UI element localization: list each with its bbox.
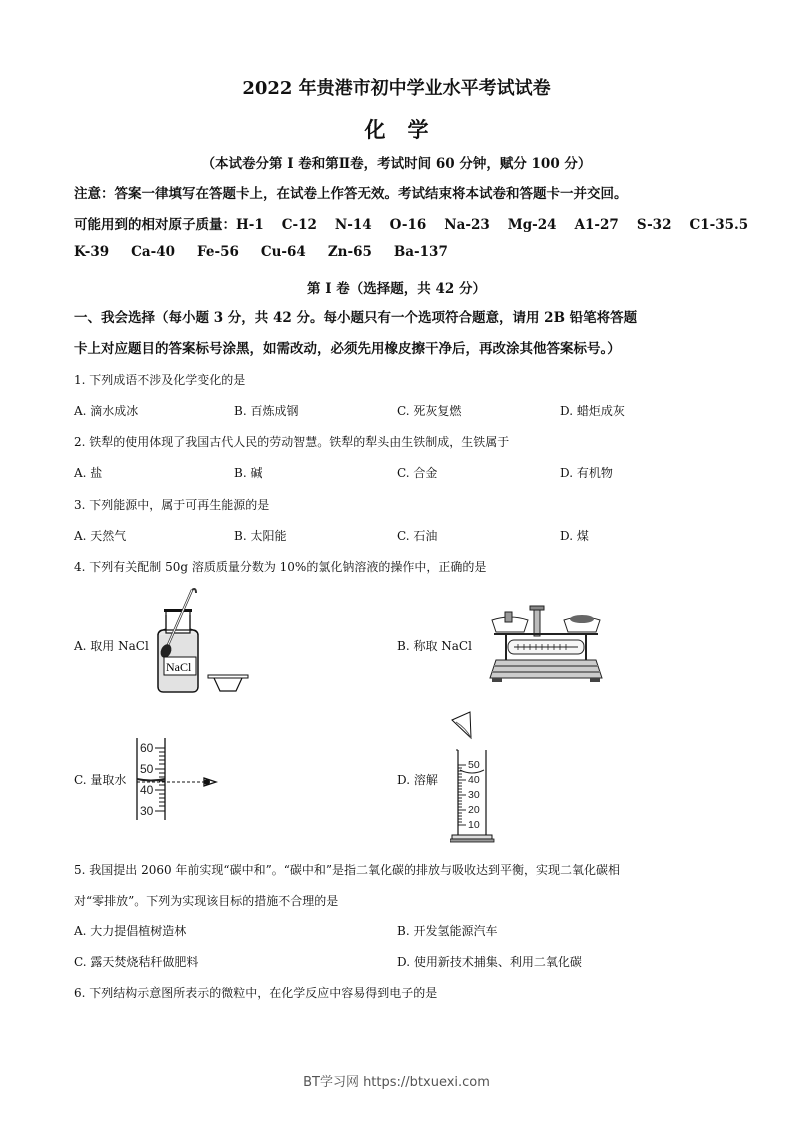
question-1-option-c: C. 死灰复燃 [397, 404, 462, 418]
question-5-option-d: D. 使用新技术捕集、利用二氧化碳 [397, 955, 582, 969]
atomic-mass-label: 可能用到的相对原子质量： [74, 217, 236, 233]
atomic-masses-line2 [74, 244, 470, 260]
atomic-mass: Fe-56 [197, 244, 239, 260]
question-2-option-b: B. 碱 [234, 466, 263, 480]
question-3-stem: 3. 下列能源中，属于可再生能源的是 [74, 498, 270, 512]
question-1-option-d: D. 蜡炬成灰 [560, 404, 625, 418]
atomic-mass: Cu-64 [260, 244, 306, 260]
question-5-option-c: C. 露天焚烧秸秆做肥料 [74, 955, 199, 969]
question-5-option-b: B. 开发氢能源汽车 [397, 924, 498, 938]
svg-text:40: 40 [140, 783, 154, 797]
question-2-option-a: A. 盐 [74, 466, 103, 480]
atomic-mass: H-1 [236, 217, 264, 233]
svg-text:20: 20 [468, 804, 480, 816]
question-2-stem: 2. 铁犁的使用体现了我国古代人民的劳动智慧。铁犁的犁头由生铁制成，生铁属于 [74, 435, 510, 449]
svg-text:50: 50 [468, 759, 480, 771]
balance-scale-figure [488, 600, 604, 686]
atomic-mass: Zn-65 [327, 244, 372, 260]
question-4-stem: 4. 下列有关配制 50g 溶质质量分数为 10%的氯化钠溶液的操作中，正确的是 [74, 560, 487, 574]
notice: 注意：答案一律填写在答题卡上，在试卷上作答无效。考试结束将本试卷和答题卡一并交回。 [74, 186, 628, 202]
section-title: 第 I 卷（选择题，共 42 分） [307, 281, 486, 297]
atomic-mass: A1-27 [574, 217, 619, 233]
atomic-mass: C-12 [281, 217, 317, 233]
graduated-cylinder-reading-figure [132, 736, 222, 822]
section-instructions-line2: 卡上对应题目的答案标号涂黑，如需改动，必须先用橡皮擦干净后，再改涂其他答案标号。） [74, 341, 621, 357]
atomic-masses-line1 [74, 213, 748, 233]
exam-note: （本试卷分第 I 卷和第Ⅱ卷，考试时间 60 分钟，赋分 100 分） [201, 156, 592, 172]
graduated-cylinder-pouring-figure [450, 710, 500, 846]
svg-text:50: 50 [140, 762, 154, 776]
atomic-mass: Na-23 [444, 217, 490, 233]
figure-a-label: A. 取用 NaCl [74, 639, 149, 653]
svg-text:30: 30 [140, 804, 154, 818]
atomic-mass: K-39 [74, 244, 110, 260]
question-1-option-b: B. 百炼成钢 [234, 404, 299, 418]
question-1-stem: 1. 下列成语不涉及化学变化的是 [74, 373, 246, 387]
figure-d-label: D. 溶解 [397, 773, 438, 787]
question-2-option-d: D. 有机物 [560, 466, 613, 480]
question-6-stem: 6. 下列结构示意图所表示的微粒中，在化学反应中容易得到电子的是 [74, 986, 438, 1000]
atomic-mass: Ba-137 [393, 244, 448, 260]
atomic-mass: S-32 [636, 217, 672, 233]
section-instructions-line1: 一、我会选择（每小题 3 分，共 42 分。每小题只有一个选项符合题意，请用 2B 铅笔将答题 [74, 310, 638, 326]
question-1-option-a: A. 滴水成冰 [74, 404, 139, 418]
svg-text:30: 30 [468, 789, 480, 801]
question-3-option-a: A. 天然气 [74, 529, 127, 543]
atomic-mass: Mg-24 [507, 217, 557, 233]
svg-text:40: 40 [468, 774, 480, 786]
question-3-option-b: B. 太阳能 [234, 529, 287, 543]
question-5-option-a: A. 大力提倡植树造林 [74, 924, 187, 938]
atomic-mass: C1-35.5 [689, 217, 749, 233]
figure-b-label: B. 称取 NaCl [397, 639, 472, 653]
exam-title: 2022 年贵港市初中学业水平考试试卷 [242, 78, 551, 99]
svg-text:10: 10 [468, 819, 480, 831]
question-5-stem-line2: 对“零排放”。下列为实现该目标的措施不合理的是 [74, 894, 339, 908]
atomic-mass: N-14 [334, 217, 372, 233]
atomic-mass: Ca-40 [131, 244, 176, 260]
question-3-option-c: C. 石油 [397, 529, 438, 543]
atomic-mass: O-16 [389, 217, 427, 233]
watermark-footer: BT学习网 https://btxuexi.com [303, 1075, 490, 1090]
question-3-option-d: D. 煤 [560, 529, 589, 543]
figure-c-label: C. 量取水 [74, 773, 127, 787]
bottle-label: NaCl [166, 660, 192, 674]
reagent-bottle-figure [148, 585, 258, 695]
svg-text:60: 60 [140, 741, 154, 755]
question-5-stem-line1: 5. 我国提出 2060 年前实现“碳中和”。“碳中和”是指二氧化碳的排放与吸收达到平衡，实现二氧化碳相 [74, 863, 620, 877]
subject-title: 化学 [364, 117, 451, 142]
question-2-option-c: C. 合金 [397, 466, 438, 480]
